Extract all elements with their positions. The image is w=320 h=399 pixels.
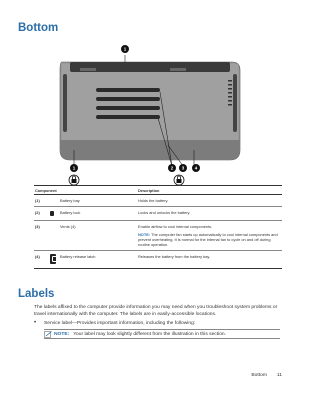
row-component: Battery bay <box>60 198 80 203</box>
svg-text:3: 3 <box>181 165 185 171</box>
table-header <box>34 186 282 195</box>
callout-1-top <box>121 45 129 53</box>
lock-icon <box>69 175 79 185</box>
row-description: Enable airflow to cool internal components. <box>138 224 213 229</box>
bullet-text: Service label—Provides important information, including the following: <box>44 321 196 326</box>
row-number: (3) <box>35 224 40 229</box>
note-text: The computer fan starts up automatically to cool internal components and prevent overheating. It is normal for the internal fan to cycle on and off during routine operation. <box>138 232 278 247</box>
bullet-item <box>34 321 284 326</box>
bullet-icon: • <box>34 320 37 326</box>
svg-text:1: 1 <box>123 46 127 52</box>
labels-paragraph: The labels affixed to the computer provide information you may need when you troubleshoot system problems or travel internationally with the computer. The labels are in easily-accessible locations. <box>34 305 278 317</box>
svg-text:4: 4 <box>194 165 198 171</box>
header-component: Component <box>35 187 57 193</box>
note-box <box>44 329 280 339</box>
callout-2 <box>168 164 176 172</box>
table-row <box>34 251 282 269</box>
row-note <box>138 232 282 247</box>
table-row <box>34 195 282 207</box>
lock-icon <box>50 211 54 216</box>
component-table <box>34 185 282 269</box>
battery-release-icon <box>174 175 184 185</box>
battery-release-icon <box>50 254 56 264</box>
row-description: Locks and unlocks the battery. <box>138 210 191 215</box>
callout-4 <box>192 164 200 172</box>
row-number: (2) <box>35 210 40 215</box>
page-footer <box>251 373 282 378</box>
header-description: Description <box>138 187 160 193</box>
svg-text:2: 2 <box>170 165 174 171</box>
row-component: Vents (4) <box>60 224 76 229</box>
note-text: Your label may look slightly different from the illustration in this section. <box>73 331 226 337</box>
row-number: (1) <box>35 198 40 203</box>
row-component: Battery lock <box>60 210 81 215</box>
row-description-block <box>138 224 282 247</box>
note-label: NOTE: <box>138 232 151 237</box>
footer-section: Bottom <box>251 373 267 378</box>
page-heading-bottom: Bottom <box>18 22 59 34</box>
table-row <box>34 207 282 221</box>
row-number: (4) <box>35 254 40 259</box>
row-component: Battery release latch <box>60 254 96 259</box>
section-heading-labels: Labels <box>18 288 55 300</box>
table-row <box>34 221 282 251</box>
page-number: 11 <box>276 373 282 378</box>
laptop-bottom-illustration <box>0 0 300 200</box>
row-description: Holds the battery. <box>138 198 169 203</box>
note-label: NOTE: <box>54 331 70 337</box>
row-description: Releases the battery from the battery bay. <box>138 254 211 259</box>
callout-3 <box>179 164 187 172</box>
callout-1-bottom <box>70 164 78 172</box>
note-icon <box>44 331 52 338</box>
svg-text:1: 1 <box>72 165 76 171</box>
